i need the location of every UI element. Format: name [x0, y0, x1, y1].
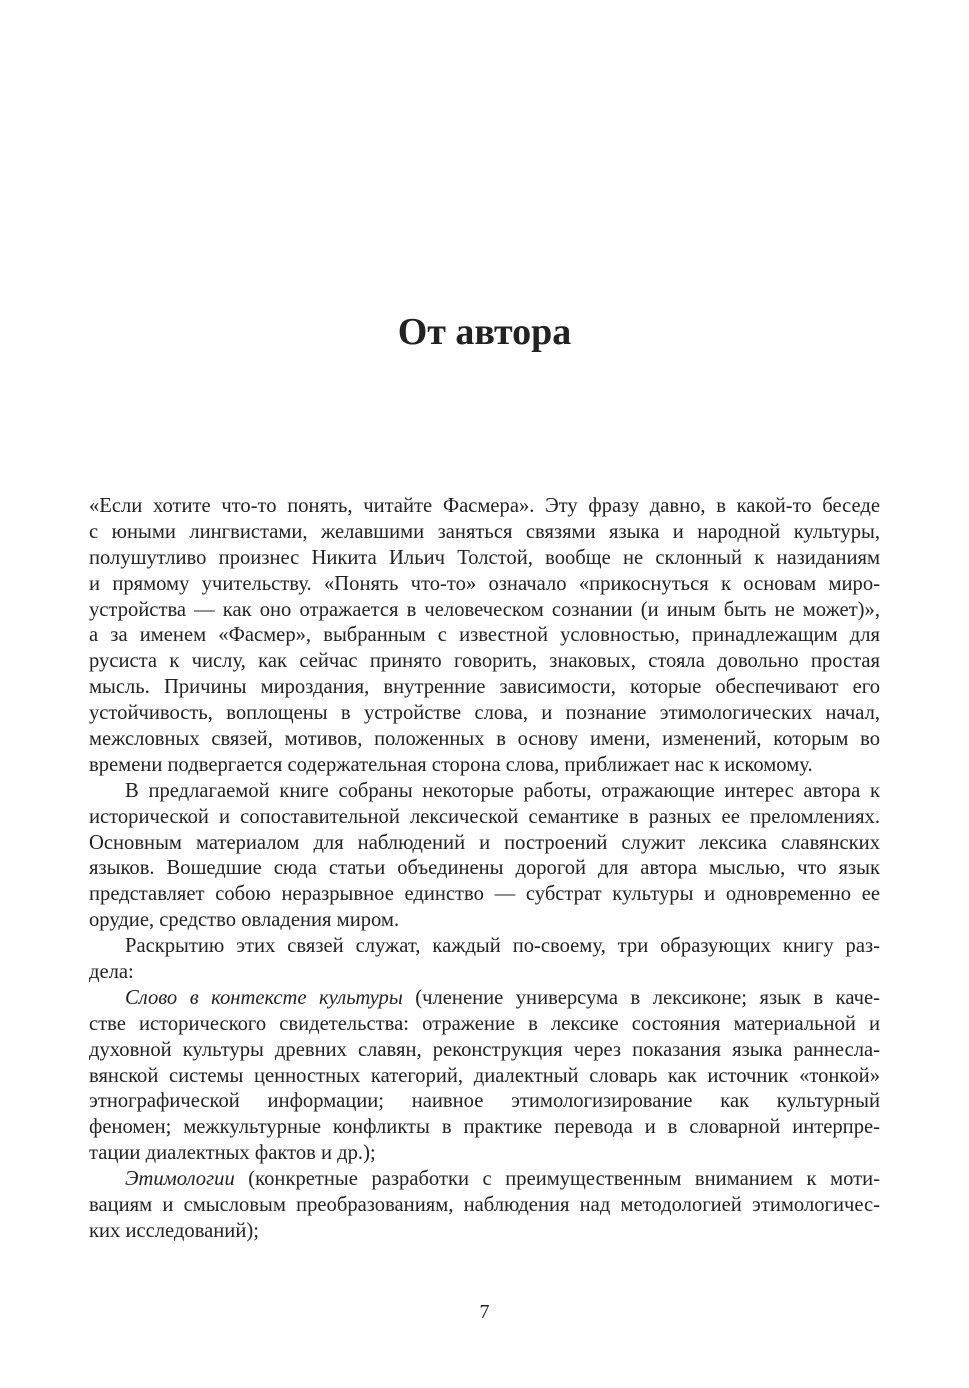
text-fragment: (членение универсума в лексиконе; язык в каче-: [402, 986, 880, 1009]
text-line: Основным материалом для наблюдений и построений служит лексика славянских: [89, 831, 880, 854]
text-line: Раскрытию этих связей служат, каждый по-своему, три образующих книгу раз-: [125, 935, 880, 958]
text-line: с юными лингвистами, желавшими заняться связями языка и народной культуры,: [89, 520, 880, 543]
text-line: языков. Вошедшие сюда статьи объединены дорогой для автора мыслью, что язык: [89, 857, 880, 880]
text-line: устройства — как оно отражается в человеческом сознании (и иным быть не может)»,: [89, 598, 880, 621]
chapter-title: От автора: [397, 311, 572, 353]
text-line: представляет собою неразрывное единство — субстрат культуры и одновременно ее: [89, 883, 880, 906]
text-line: дела:: [89, 961, 134, 984]
text-line: вянской системы ценностных категорий, диалектный словарь как источник «тонкой»: [89, 1064, 880, 1087]
text-line: мысль. Причины мироздания, внутренние зависимости, которые обеспечивают его: [89, 676, 880, 699]
text-line: духовной культуры древних славян, реконструкция через показания языка раннесла-: [89, 1038, 880, 1061]
text-line: межсловных связей, мотивов, положенных в основу имени, изменений, которым во: [89, 728, 880, 751]
page-number: 7: [479, 1301, 490, 1323]
text-line: вациям и смысловым преобразованиям, наблюдения над методологией этимологичес-: [89, 1194, 880, 1217]
text-line: тации диалектных фактов и др.);: [89, 1142, 376, 1165]
text-line: времени подвергается содержательная сторона слова, приближает нас к искомому.: [89, 753, 813, 776]
text-line: а за именем «Фасмер», выбранным с известной условностью, принадлежащим для: [89, 624, 880, 647]
text-line: «Если хотите что-то понять, читайте Фасмера». Эту фразу давно, в какой-то беседе: [89, 495, 880, 517]
text-line: устойчивость, воплощены в устройстве слова, и познание этимологических начал,: [89, 702, 880, 725]
text-line: стве исторического свидетельства: отражение в лексике состояния материальной и: [89, 1012, 880, 1035]
text-line: русиста к числу, как сейчас принято говорить, знаковых, стояла довольно простая: [89, 650, 880, 673]
text-line: полушутливо произнес Никита Ильич Толстой, вообще не склонный к назиданиям: [89, 546, 880, 569]
section-name-italic: Этимологии: [125, 1168, 235, 1191]
text-line: феномен; межкультурные конфликты в практике перевода и в словарной интерпре-: [89, 1116, 880, 1139]
body-text: [89, 494, 880, 1245]
text-line: ких исследований);: [89, 1219, 259, 1242]
text-line: и прямому учительству. «Понять что-то» означало «прикоснуться к основам миро-: [89, 572, 880, 595]
text-line: В предлагаемой книге собраны некоторые работы, отражающие интерес автора к: [125, 779, 880, 802]
text-line: орудие, средство овладения миром.: [89, 909, 400, 932]
text-line: [89, 1167, 880, 1193]
text-fragment: (конкретные разработки с преимущественным вниманием к моти-: [234, 1168, 880, 1191]
text-line: этнографической информации; наивное этимологизирование как культурный: [89, 1090, 880, 1113]
text-line: исторической и сопоставительной лексической семантике в разных ее преломлениях.: [89, 805, 880, 828]
section-name-italic: Слово в контексте культуры: [125, 986, 403, 1009]
text-line: [89, 986, 880, 1012]
